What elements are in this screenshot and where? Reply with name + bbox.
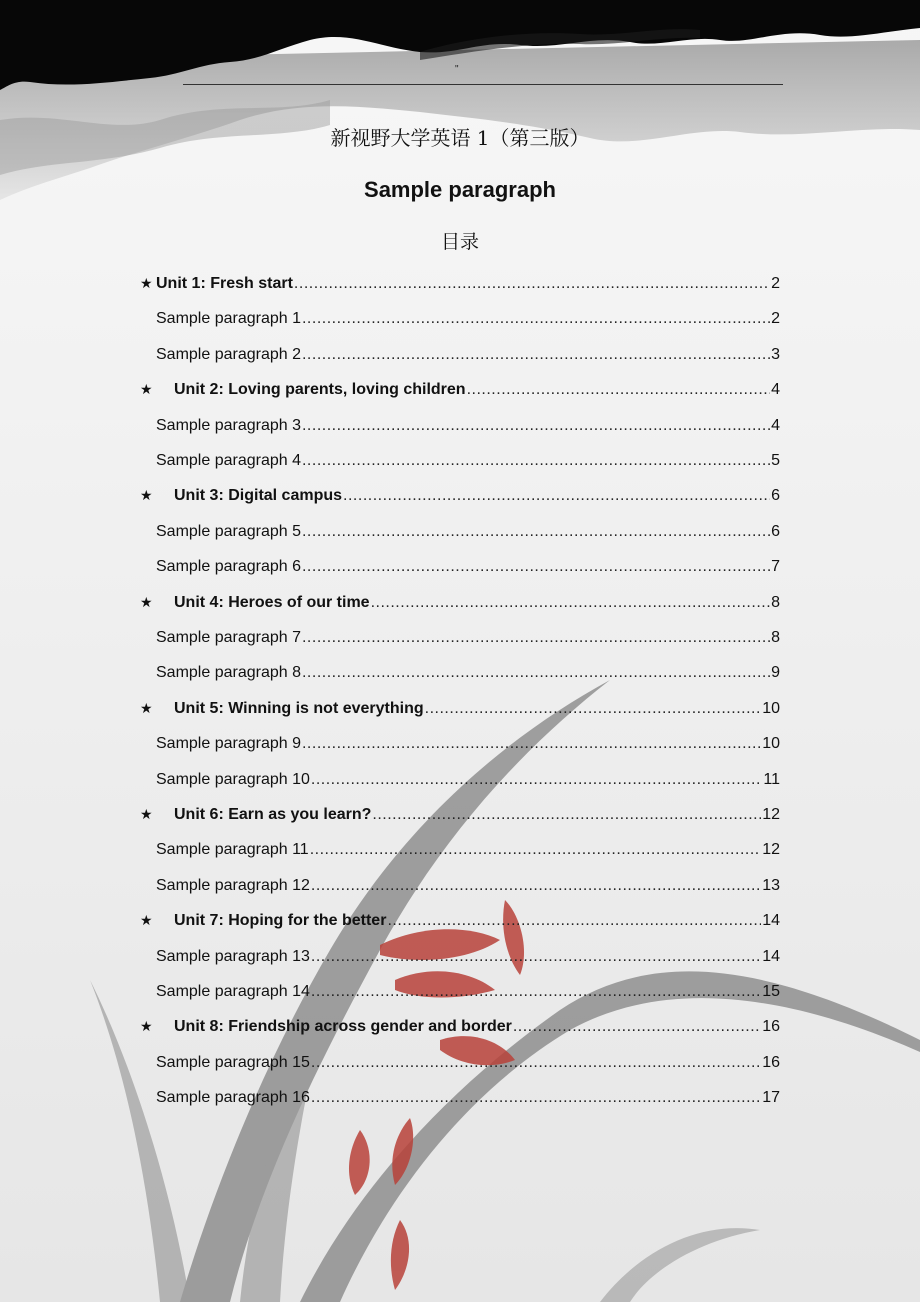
dot-leader <box>425 693 762 725</box>
toc-entry-label: Sample paragraph 9 <box>156 735 301 753</box>
dot-leader <box>302 339 770 371</box>
toc-entry-label: Sample paragraph 7 <box>156 629 301 646</box>
toc-page-number: 14 <box>762 947 780 965</box>
toc-entry-label: Sample paragraph 3 <box>156 416 301 434</box>
star-icon: ★ <box>140 276 153 292</box>
document-title: 新视野大学英语 1（第三版） <box>330 126 590 150</box>
header-mark: " <box>455 64 459 75</box>
toc-entry-label: Sample paragraph 14 <box>156 983 310 1000</box>
dot-leader <box>294 268 770 300</box>
dot-leader <box>311 1082 761 1114</box>
toc-page-number: 7 <box>771 558 780 576</box>
toc-page-number: 5 <box>771 452 780 469</box>
toc-item-row[interactable] <box>0 339 920 371</box>
toc-heading: 目录 <box>440 231 479 253</box>
toc-page-number: 6 <box>771 487 780 505</box>
star-icon: ★ <box>140 382 153 399</box>
toc-entry-label: Sample paragraph 13 <box>156 947 310 965</box>
toc-unit-row[interactable] <box>0 268 920 300</box>
toc-page-number: 9 <box>771 664 780 682</box>
dot-leader <box>302 551 770 583</box>
toc-item-row[interactable] <box>0 941 920 973</box>
toc-entry-label: Unit 6: Earn as you learn? <box>174 806 372 823</box>
dot-leader <box>311 976 761 1008</box>
toc-entry-label: Unit 1: Fresh start <box>156 275 293 292</box>
toc-page-number: 10 <box>762 699 780 717</box>
dot-leader <box>372 799 761 831</box>
toc-page-number: 6 <box>771 522 780 540</box>
toc-page-number: 14 <box>762 912 780 930</box>
toc-page-number: 16 <box>762 1053 780 1071</box>
toc-entry-label: Sample paragraph 6 <box>156 558 301 576</box>
dot-leader <box>302 445 770 477</box>
toc-unit-row[interactable] <box>0 693 920 725</box>
toc-page-number: 15 <box>762 983 780 1000</box>
toc-page-number: 2 <box>771 275 780 292</box>
dot-leader <box>513 1011 761 1043</box>
toc-item-row[interactable] <box>0 410 920 442</box>
toc-entry-label: Unit 5: Winning is not everything <box>174 699 424 717</box>
toc-page-number: 10 <box>762 735 780 753</box>
toc-entry-label: Unit 3: Digital campus <box>174 487 343 505</box>
toc-entry-label: Unit 8: Friendship across gender and border <box>174 1018 512 1036</box>
dot-leader <box>371 587 771 619</box>
toc-entry-label: Sample paragraph 16 <box>156 1089 310 1107</box>
dot-leader <box>302 516 770 548</box>
dot-leader <box>302 410 770 442</box>
toc-page-number: 8 <box>771 629 780 646</box>
toc-page-number: 17 <box>762 1089 780 1107</box>
dot-leader <box>302 657 770 689</box>
toc-item-row[interactable] <box>0 870 920 902</box>
toc-item-row[interactable] <box>0 303 920 335</box>
toc-entry-label: Sample paragraph 8 <box>156 664 301 682</box>
star-icon: ★ <box>140 913 153 930</box>
dot-leader <box>302 728 761 760</box>
toc-page-number: 16 <box>762 1018 780 1036</box>
toc-item-row[interactable] <box>0 1082 920 1114</box>
toc-unit-row[interactable] <box>0 480 920 512</box>
toc-item-row[interactable] <box>0 657 920 689</box>
toc-entry-label: Sample paragraph 5 <box>156 522 301 540</box>
toc-page-number: 2 <box>771 310 780 328</box>
toc-item-row[interactable] <box>0 834 920 866</box>
toc-item-row[interactable] <box>0 622 920 654</box>
toc-item-row[interactable] <box>0 516 920 548</box>
dot-leader <box>302 303 770 335</box>
toc-page-number: 12 <box>762 841 780 859</box>
dot-leader <box>311 941 761 973</box>
toc-entry-label: Unit 2: Loving parents, loving children <box>174 381 466 399</box>
dot-leader <box>467 374 771 406</box>
toc-unit-row[interactable] <box>0 905 920 937</box>
document-subtitle: Sample paragraph <box>364 177 556 202</box>
toc-page-number: 12 <box>762 806 780 823</box>
star-icon: ★ <box>140 488 153 505</box>
toc-page-number: 4 <box>771 381 780 399</box>
toc-page-number: 4 <box>771 416 780 434</box>
dot-leader <box>343 480 770 512</box>
toc-page-number: 11 <box>763 770 780 788</box>
toc-entry-label: Unit 7: Hoping for the better <box>174 912 387 930</box>
toc-entry-label: Unit 4: Heroes of our time <box>174 593 370 611</box>
toc-entry-label: Sample paragraph 2 <box>156 345 301 363</box>
toc-item-row[interactable] <box>0 728 920 760</box>
toc-entry-label: Sample paragraph 1 <box>156 310 301 328</box>
dot-leader <box>311 870 761 902</box>
toc-page-number: 3 <box>771 345 780 363</box>
toc-entry-label: Sample paragraph 12 <box>156 876 310 894</box>
toc-entry-label: Sample paragraph 4 <box>156 452 301 469</box>
dot-leader <box>387 905 761 937</box>
toc-page-number: 13 <box>762 876 780 894</box>
dot-leader <box>311 1047 761 1079</box>
toc-item-row[interactable] <box>0 1047 920 1079</box>
dot-leader <box>310 834 762 866</box>
toc-item-row[interactable] <box>0 445 920 477</box>
toc-item-row[interactable] <box>0 764 920 796</box>
dot-leader <box>302 622 770 654</box>
star-icon: ★ <box>140 700 153 717</box>
toc-item-row[interactable] <box>0 976 920 1008</box>
toc-entry-label: Sample paragraph 15 <box>156 1053 310 1071</box>
star-icon: ★ <box>140 807 153 823</box>
toc-entry-label: Sample paragraph 10 <box>156 770 310 788</box>
toc-unit-row[interactable] <box>0 799 920 831</box>
toc-page-number: 8 <box>771 593 780 611</box>
header-rule <box>183 84 783 85</box>
toc-entry-label: Sample paragraph 11 <box>156 841 309 859</box>
toc-unit-row[interactable] <box>0 1011 920 1043</box>
star-icon: ★ <box>140 1019 153 1036</box>
toc-unit-row[interactable] <box>0 587 920 619</box>
star-icon: ★ <box>140 594 153 611</box>
toc-item-row[interactable] <box>0 551 920 583</box>
dot-leader <box>311 764 763 796</box>
toc-unit-row[interactable] <box>0 374 920 406</box>
